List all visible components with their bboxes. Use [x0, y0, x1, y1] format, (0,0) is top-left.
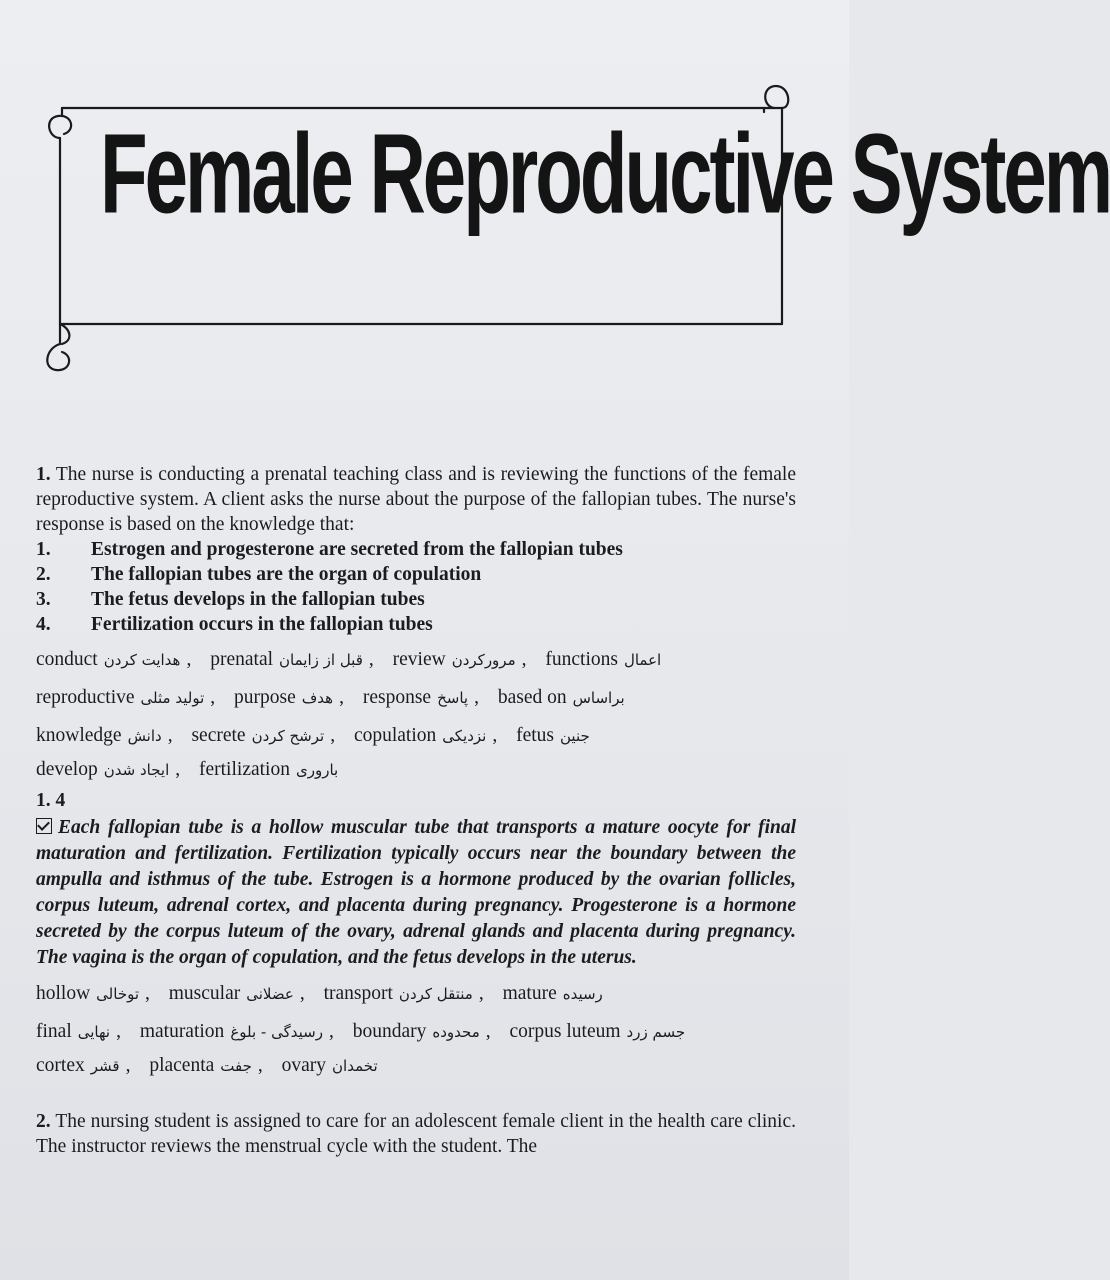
- vocab-row: knowledge دانش , secrete ترشح کردن , copulation نزدیکی , fetus جنین: [36, 725, 590, 746]
- main-content: [36, 462, 796, 1159]
- rationale-vocabulary: [36, 975, 796, 1081]
- question-1-stem: [36, 462, 796, 537]
- option-4: 4. Fertilization occurs in the fallopian tubes: [36, 614, 433, 635]
- vocab-row: reproductive تولید مثلی , purpose هدف , response پاسخ , based on براساس: [36, 687, 625, 708]
- vocab-row: conduct هدایت کردن , prenatal قبل از زایمان , review مرورکردن , functions اعمال: [36, 649, 662, 670]
- answer-label: 1. 4: [36, 790, 66, 811]
- question-1-text: The nurse is conducting a prenatal teaching class and is reviewing the functions of the female reproductive system. A client asks the nurse about the purpose of the fallopian tubes. The nurse's response is based on the knowledge that:: [36, 464, 797, 535]
- question-2-stem: [36, 1109, 796, 1159]
- vocab-row: hollow توخالی , muscular عضلانی , transport منتقل کردن , mature رسیده: [36, 983, 603, 1004]
- option-3: 3. The fetus develops in the fallopian tubes: [36, 589, 425, 610]
- question-vocabulary: [36, 641, 796, 785]
- answer-rationale: Each fallopian tube is a hollow muscular tube that transports a mature oocyte for final maturation and fertilization. Fertilization typically occurs near the boundary between the ampulla and isthmus of the tube. Estrogen is a hormone produced by the ovarian follicles, corpus luteum, adrenal cortex, and placenta during pregnancy. Progesterone is a hormone secreted by the corpus luteum of the ovary, adrenal glands and placenta during pregnancy. The vagina is the organ of copulation, and the fetus develops in the uterus.: [36, 817, 796, 968]
- vocab-row: cortex قشر , placenta جفت , ovary تخمدان: [36, 1055, 378, 1076]
- chapter-title: Female Reproductive System: [100, 109, 1110, 238]
- vocab-row: develop ایجاد شدن , fertilization باروری: [36, 759, 339, 780]
- option-2: 2. The fallopian tubes are the organ of copulation: [36, 564, 482, 585]
- question-1-options: [36, 537, 796, 637]
- question-2-text: The nursing student is assigned to care for an adolescent female client in the health care clinic. The instructor reviews the menstrual cycle with the student. The: [36, 1111, 797, 1157]
- option-1: 1. Estrogen and progesterone are secreted from the fallopian tubes: [36, 539, 623, 560]
- question-2-number: 2.: [36, 1111, 51, 1132]
- vocab-row: final نهایی , maturation رسیدگی - بلوغ , boundary محدوده , corpus luteum جسم زرد: [36, 1021, 686, 1042]
- question-1-number: 1.: [36, 464, 51, 485]
- checkbox-checked-icon: [36, 818, 52, 834]
- chapter-banner: [40, 72, 1110, 377]
